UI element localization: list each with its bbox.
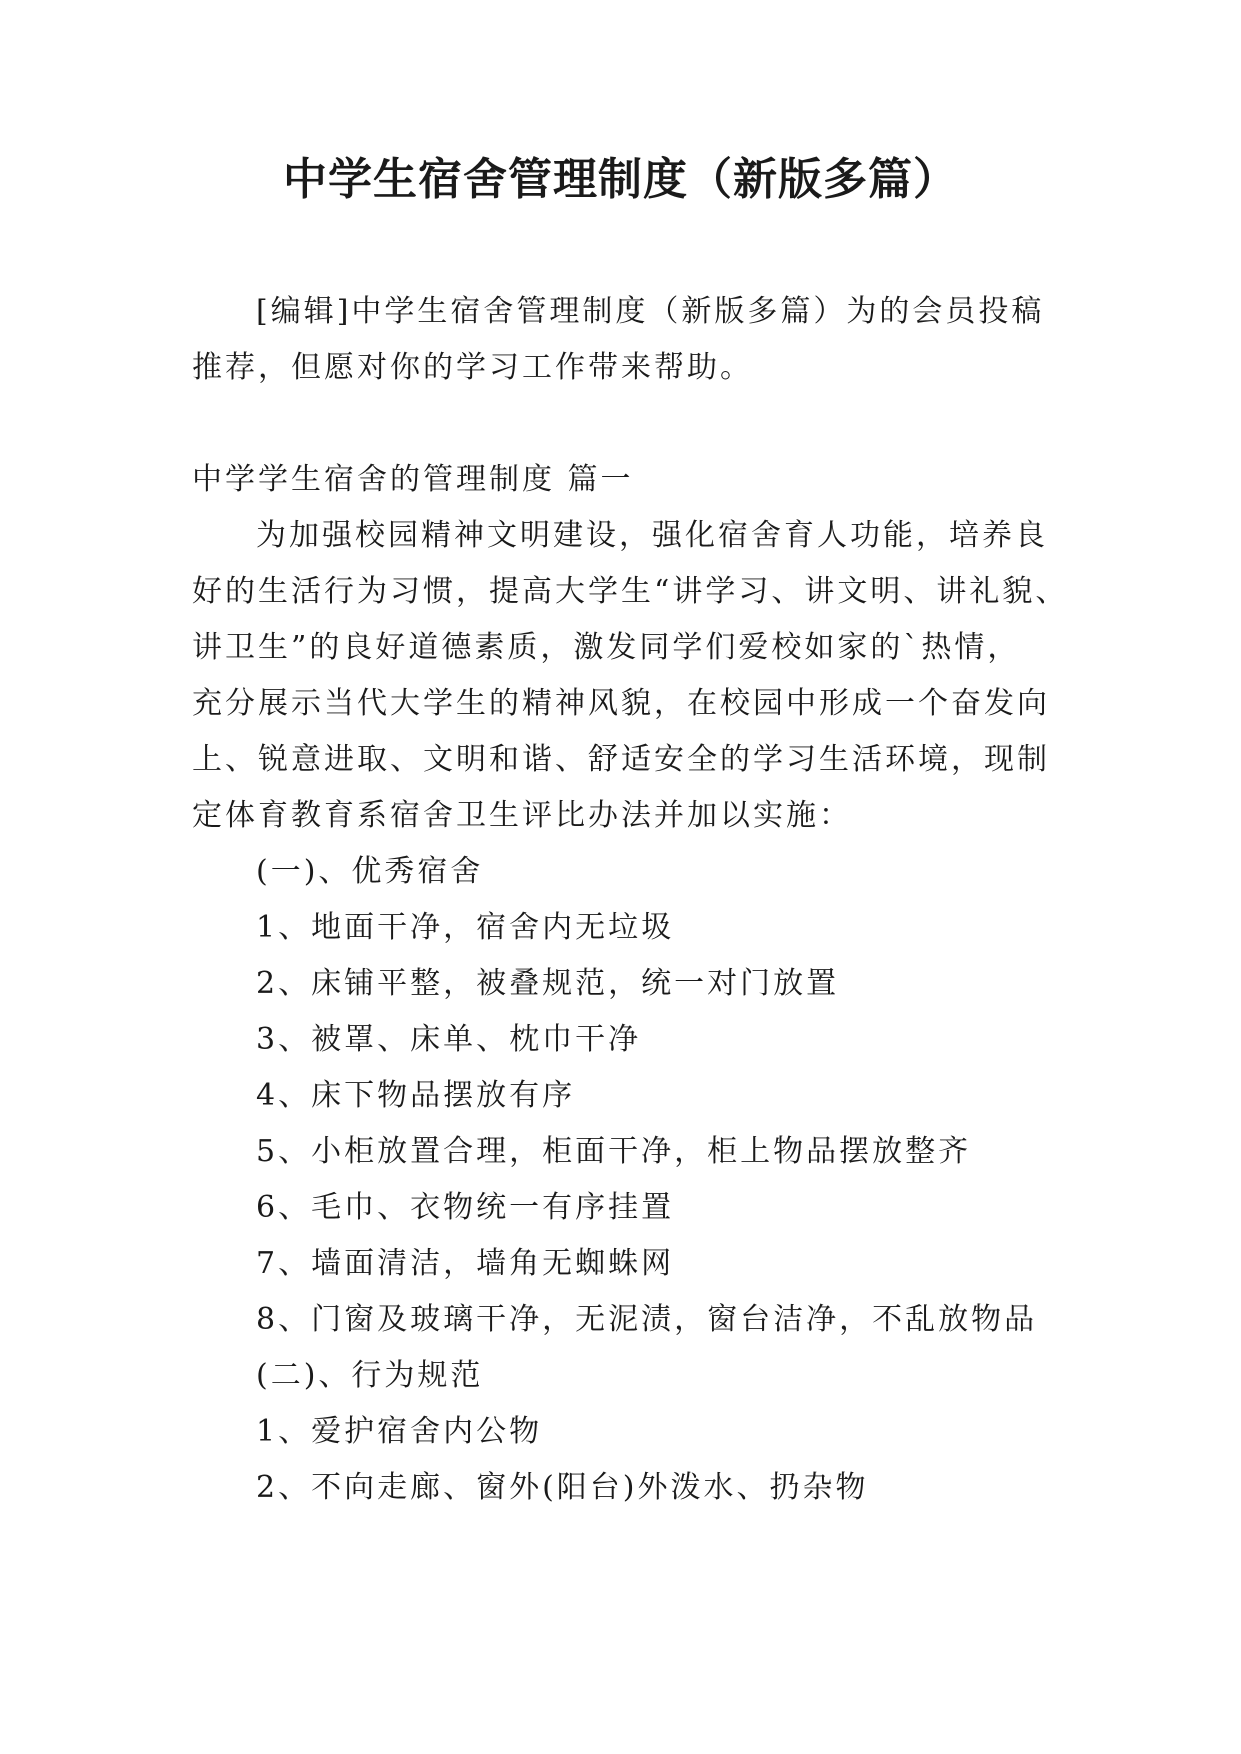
list-item: 5、小柜放置合理，柜面干净，柜上物品摆放整齐	[256, 1134, 972, 1169]
body-line-4: 充分展示当代大学生的精神风貌，在校园中形成一个奋发向	[192, 686, 1050, 721]
list-item: 8、门窗及玻璃干净，无泥渍，窗台洁净，不乱放物品	[256, 1302, 1038, 1337]
body-line-2: 好的生活行为习惯，提高大学生“讲学习、讲文明、讲礼貌、	[192, 574, 1069, 609]
list-item: 6、毛巾、衣物统一有序挂置	[256, 1190, 675, 1225]
intro-line-2: 推荐，但愿对你的学习工作带来帮助。	[192, 350, 753, 385]
list-heading-2: (二)、行为规范	[256, 1358, 484, 1393]
section-heading: 中学学生宿舍的管理制度 篇一	[192, 462, 634, 497]
list-item: 3、被罩、床单、枕巾干净	[256, 1022, 642, 1057]
body-line-1: 为加强校园精神文明建设，强化宿舍育人功能，培养良	[256, 518, 1048, 553]
body-line-3: 讲卫生”的良好道德素质，激发同学们爱校如家的`热情，	[192, 630, 1021, 665]
body-line-5: 上、锐意进取、文明和谐、舒适安全的学习生活环境，现制	[192, 742, 1050, 777]
document-title: 中学生宿舍管理制度（新版多篇）	[283, 154, 958, 205]
body-line-6: 定体育教育系宿舍卫生评比办法并加以实施：	[192, 798, 852, 833]
list-item: 2、床铺平整，被叠规范，统一对门放置	[256, 966, 840, 1001]
list-item: 7、墙面清洁，墙角无蜘蛛网	[256, 1246, 675, 1281]
intro-line-1: [编辑]中学生宿舍管理制度（新版多篇）为的会员投稿	[256, 294, 1045, 329]
list-item: 4、床下物品摆放有序	[256, 1078, 576, 1113]
list-item: 1、地面干净，宿舍内无垃圾	[256, 910, 675, 945]
list-heading-1: (一)、优秀宿舍	[256, 854, 484, 889]
list-item: 1、爱护宿舍内公物	[256, 1414, 543, 1449]
list-item: 2、不向走廊、窗外(阳台)外泼水、扔杂物	[256, 1470, 869, 1505]
